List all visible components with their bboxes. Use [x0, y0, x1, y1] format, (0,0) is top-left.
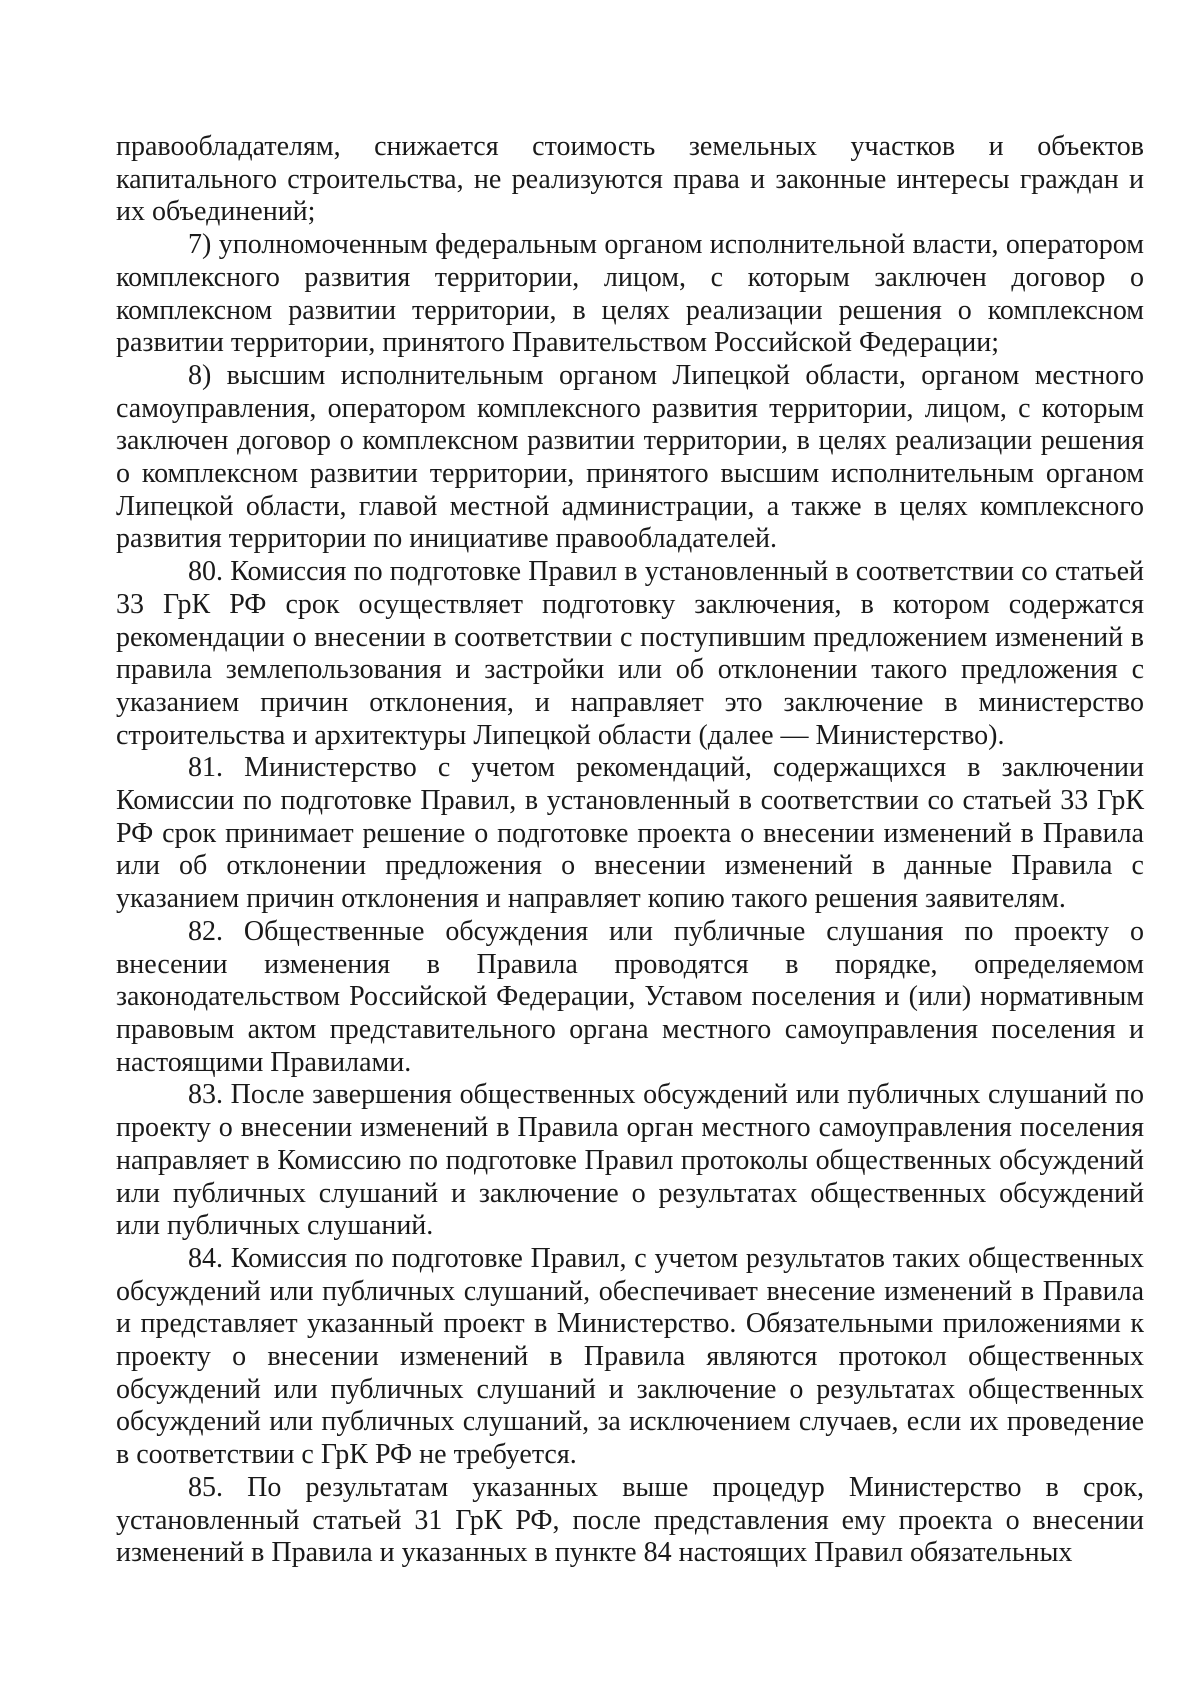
paragraph-83: 83. После завершения общественных обсуждений или публичных слушаний по проекту о внесении изменений в Правила орган местного самоуправления поселения направляет в Комиссию по подготовке Правил протоколы общественных обсуждений или публичных слушаний и заключение о результатах общественных обсуждений или публичных слушаний.	[116, 1079, 1144, 1242]
paragraph-82: 82. Общественные обсуждения или публичные слушания по проекту о внесении изменения в Правила проводятся в порядке, определяемом законодательством Российской Федерации, Уставом поселения и (или) нормативным правовым актом представительного органа местного самоуправления поселения и настоящими Правилами.	[116, 915, 1144, 1078]
paragraph-84: 84. Комиссия по подготовке Правил, с учетом результатов таких общественных обсуждений или публичных слушаний, обеспечивает внесение изменений в Правила и представляет указанный проект в Министерство. Обязательными приложениями к проекту о внесении изменений в Правила являются протокол общественных обсуждений или публичных слушаний и заключение о результатах общественных обсуждений или публичных слушаний, за исключением случаев, если их проведение в соответствии с ГрК РФ не требуется.	[116, 1242, 1144, 1471]
paragraph-85: 85. По результатам указанных выше процедур Министерство в срок, установленный статьей 31 ГрК РФ, после представления ему проекта о внесении изменений в Правила и указанных в пункте 84 настоящих Правил обязательных	[116, 1471, 1144, 1569]
paragraph-item-8: 8) высшим исполнительным органом Липецкой области, органом местного самоуправления, оператором комплексного развития территории, лицом, с которым заключен договор о комплексном развитии территории, в целях реализации решения о комплексном развитии территории, принятого высшим исполнительным органом Липецкой области, главой местной администрации, а также в целях комплексного развития территории по инициативе правообладателей.	[116, 359, 1144, 555]
paragraph-item-7: 7) уполномоченным федеральным органом исполнительной власти, оператором комплексного развития территории, лицом, с которым заключен договор о комплексном развитии территории, в целях реализации решения о комплексном развитии территории, принятого Правительством Российской Федерации;	[116, 229, 1144, 359]
paragraph-81: 81. Министерство с учетом рекомендаций, содержащихся в заключении Комиссии по подготовке Правил, в установленный в соответствии со статьей 33 ГрК РФ срок принимает решение о подготовке проекта о внесении изменений в Правила или об отклонении предложения о внесении изменений в данные Правила с указанием причин отклонения и направляет копию такого решения заявителям.	[116, 752, 1144, 915]
paragraph-continuation: правообладателям, снижается стоимость земельных участков и объектов капитального строительства, не реализуются права и законные интересы граждан и их объединений;	[116, 131, 1144, 228]
paragraph-80: 80. Комиссия по подготовке Правил в установленный в соответствии со статьей 33 ГрК РФ срок осуществляет подготовку заключения, в котором содержатся рекомендации о внесении в соответствии с поступившим предложением изменений в правила землепользования и застройки или об отклонении такого предложения с указанием причин отклонения, и направляет это заключение в министерство строительства и архитектуры Липецкой области (далее — Министерство).	[116, 556, 1144, 751]
document-body	[116, 131, 1144, 1570]
